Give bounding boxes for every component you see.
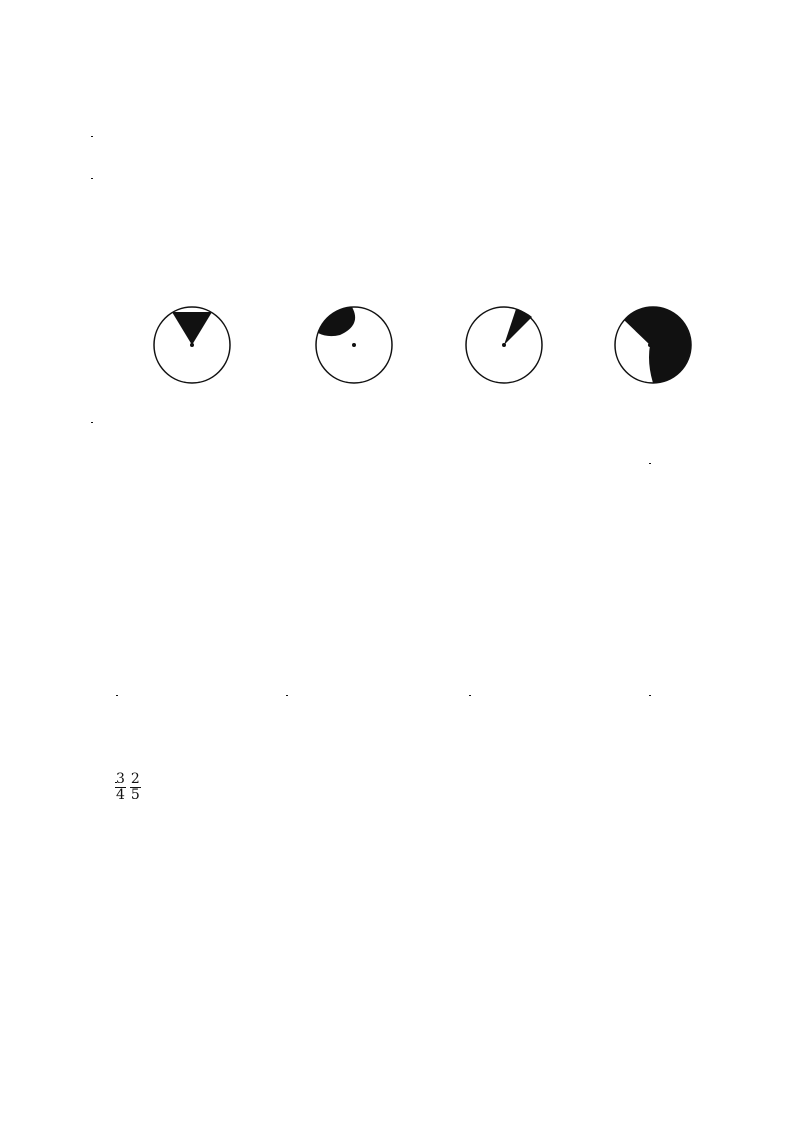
- q17-option-b[interactable]: [285, 685, 289, 703]
- option-c-figure: [466, 307, 542, 383]
- fraction: [91, 422, 93, 423]
- q17-option-d[interactable]: [648, 685, 652, 703]
- question-10: [90, 168, 94, 186]
- denominator: 4: [116, 786, 125, 803]
- fraction: [286, 695, 288, 696]
- fraction: [91, 136, 93, 137]
- question-14: [90, 412, 94, 430]
- q17-option-a[interactable]: [115, 685, 119, 703]
- numerator: [91, 178, 93, 179]
- question-13-figures: [150, 305, 730, 387]
- fraction: [91, 178, 93, 179]
- numerator: 2: [130, 771, 140, 787]
- fraction: [469, 695, 471, 696]
- numerator: [91, 422, 93, 423]
- calc-18-1[interactable]: [114, 772, 144, 802]
- fraction: [116, 695, 118, 696]
- q14-option-d[interactable]: [648, 453, 652, 471]
- numerator: [286, 695, 288, 696]
- numerator: [116, 695, 118, 696]
- option-b-figure: [316, 307, 392, 383]
- numerator: 3: [116, 771, 125, 787]
- fraction: [649, 695, 651, 696]
- fraction: [115, 772, 126, 802]
- fraction: [130, 772, 141, 802]
- q17-option-c[interactable]: [468, 685, 472, 703]
- option-a-figure: [154, 307, 230, 383]
- numerator: [649, 695, 651, 696]
- numerator: [649, 463, 651, 464]
- denominator: 5: [130, 786, 140, 803]
- numerator: [469, 695, 471, 696]
- option-d-figure: [615, 307, 691, 383]
- fraction: [649, 463, 651, 464]
- numerator: [91, 136, 93, 137]
- question-9: [90, 126, 94, 144]
